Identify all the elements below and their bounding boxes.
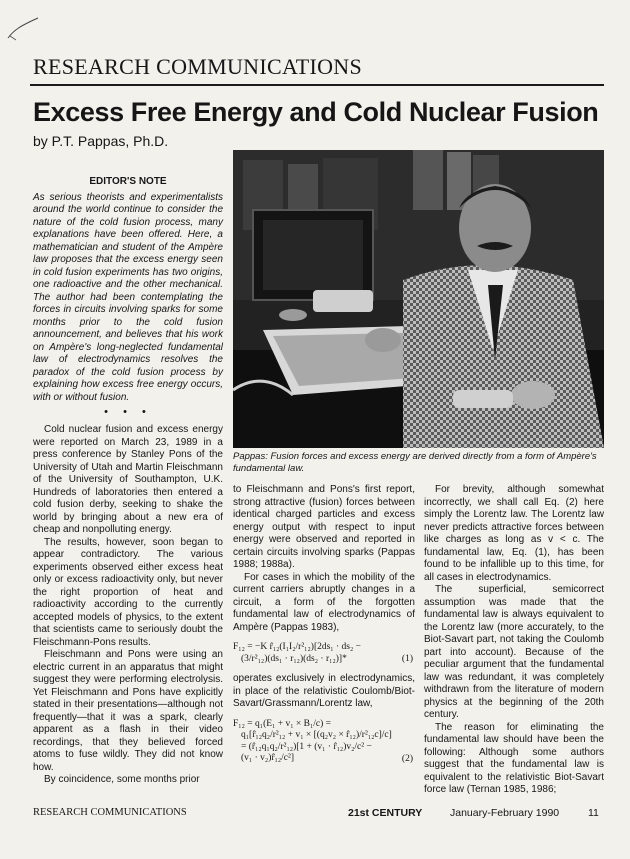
footer-publication: 21st CENTURY xyxy=(348,807,423,819)
section-heading: RESEARCH COMMUNICATIONS xyxy=(33,54,362,79)
paragraph: to Fleischmann and Pons's first report, strong attractive (fusion) forces between identical charged particles and excess energy output with respect to input energy were observed and reported in certain circuits involving sparks (Pappas 1988; 1988a). xyxy=(233,484,415,570)
paragraph: Fleischmann and Pons were using an electric current in an apparatus that might suggest they were performing electrolysis. Yet Fleischmann and Pons have explicitly stated in their presentations—although not frequently—that it was a spark, clearly apparent as a flash in their video recordings, that they believed forced atoms to fuse wildly. They did not know how. xyxy=(33,649,223,773)
editors-note xyxy=(33,176,223,421)
article-title: Excess Free Energy and Cold Nuclear Fusion xyxy=(33,97,599,127)
section-separator: • • • xyxy=(104,406,152,418)
equation-1 xyxy=(233,642,415,665)
column-2 xyxy=(233,484,415,773)
equation-line: (3/r²₁₂)(ds₁ · r₁₂)(ds₂ · r₁₂)]* xyxy=(241,653,347,664)
paragraph: For brevity, although somewhat incorrectly, we shall call Eq. (2) here simply the Lorentz law. The Lorentz law never predicts attractive forces between like charges as long as v < c. The fundamental law, Eq. (1), has been found to be infallible up to this time, for all cases in electrodynamics. xyxy=(424,484,604,583)
equation-number: (2) xyxy=(401,753,413,764)
paragraph: By coincidence, some months prior xyxy=(44,774,200,785)
paragraph: Cold nuclear fusion and excess energy were reported on March 23, 1989 in a press conference by Stanley Pons of the University of Utah and Martin Fleischmann of the University of Southampton, U.K. Hundreds of laboratories then entered a cold fusion derby, seeking to shake the world by bringing about a new era of cheap and nonpolluting energy. xyxy=(33,424,223,535)
paragraph: The results, however, soon began to appear contradictory. The various experiments observed either excess heat only or excess radioactivity only, but never the right proportion of heat and radioactivity according to the currently accepted models of physics, to the extent that scientists came to seriously doubt the Fleischmann-Pons results. xyxy=(33,536,223,648)
equation-line: F₁₂ = q₁(E₁ + v₁ × B₁/c) = xyxy=(233,718,332,729)
paragraph: For cases in which the mobility of the current carriers abruptly changes in a circuit, a form of the forgotten fundamental law of electrodynamics of Ampère (Pappas 1983), xyxy=(233,571,415,633)
equation-line: q₁[r̂₁₂q₂/r²₁₂ + v₁ × [(q₂v₂ × r̂₁₂)/r²₁₂c]/c] xyxy=(241,730,392,740)
equation-line: = (r̂₁₂q₁q₂/r²₁₂)[1 + (v₁ · r̂₁₂)v₂/c² − xyxy=(241,741,372,752)
byline: by P.T. Pappas, Ph.D. xyxy=(33,133,169,149)
editors-note-body: As serious theorists and experimentalists around the world continue to consider the nature of the cold fusion process, many explanations have been offered. Here, a mathematician and student of the Ampère law proposes that the excess energy seen in cold fusion experiments has two origins, one radioactive and the other mechanical. The author had been contemplating the forces in circuits involving sparks for some months prior to the cold fusion announcement, and believes that his work on Ampère's long-neglected fundamental law of electrodynamics resolves the paradox of the cold fusion process by explaining how excess free energy occurs, with or without fusion. xyxy=(33,191,223,403)
paragraph: The superficial, semicorrect assumption was made that the fundamental law is always equivalent to the Lorentz law (more accurately, to the Biot-Savart part, not taking the Coulomb part into account). Because of the peculiar argument that the fundamental law was redundant, it was completely withdrawn from the literature of modern physics at the beginning of the 20th century. xyxy=(424,584,604,720)
pen-stroke-mark xyxy=(6,16,40,42)
header-rule xyxy=(30,84,604,86)
footer-section: RESEARCH COMMUNICATIONS xyxy=(33,807,187,818)
column-1 xyxy=(33,424,223,787)
photo-caption: Pappas: Fusion forces and excess energy are derived directly from a form of Ampère's fundamental law. xyxy=(233,451,597,474)
equation-number: (1) xyxy=(401,654,413,664)
equation-2 xyxy=(233,719,415,765)
author-photo xyxy=(233,150,604,448)
column-3 xyxy=(424,484,604,797)
equation-line: F₁₂ = −K r̂₁₂(I₁I₂/r²₁₂)[2ds₁ · ds₂ − xyxy=(233,642,362,652)
editors-note-heading: EDITOR'S NOTE xyxy=(89,176,167,187)
equation-line: (v₁ · v₂)r̂₁₂/c²] xyxy=(241,753,295,763)
paragraph: The reason for eliminating the fundamental law should have been the following: Although some authors suggest that the fundamental law is equivalent to the relativistic Biot-Savart force law (Ternan 1985, 1986; xyxy=(424,721,604,795)
page-number: 11 xyxy=(588,807,599,819)
footer-date: January-February 1990 xyxy=(450,807,560,819)
paragraph: operates exclusively in electrodynamics, in place of the relativistic Coulomb/Biot-Savart/Grassmann/Lorentz law, xyxy=(233,673,415,709)
author-photo-illustration xyxy=(233,150,604,448)
